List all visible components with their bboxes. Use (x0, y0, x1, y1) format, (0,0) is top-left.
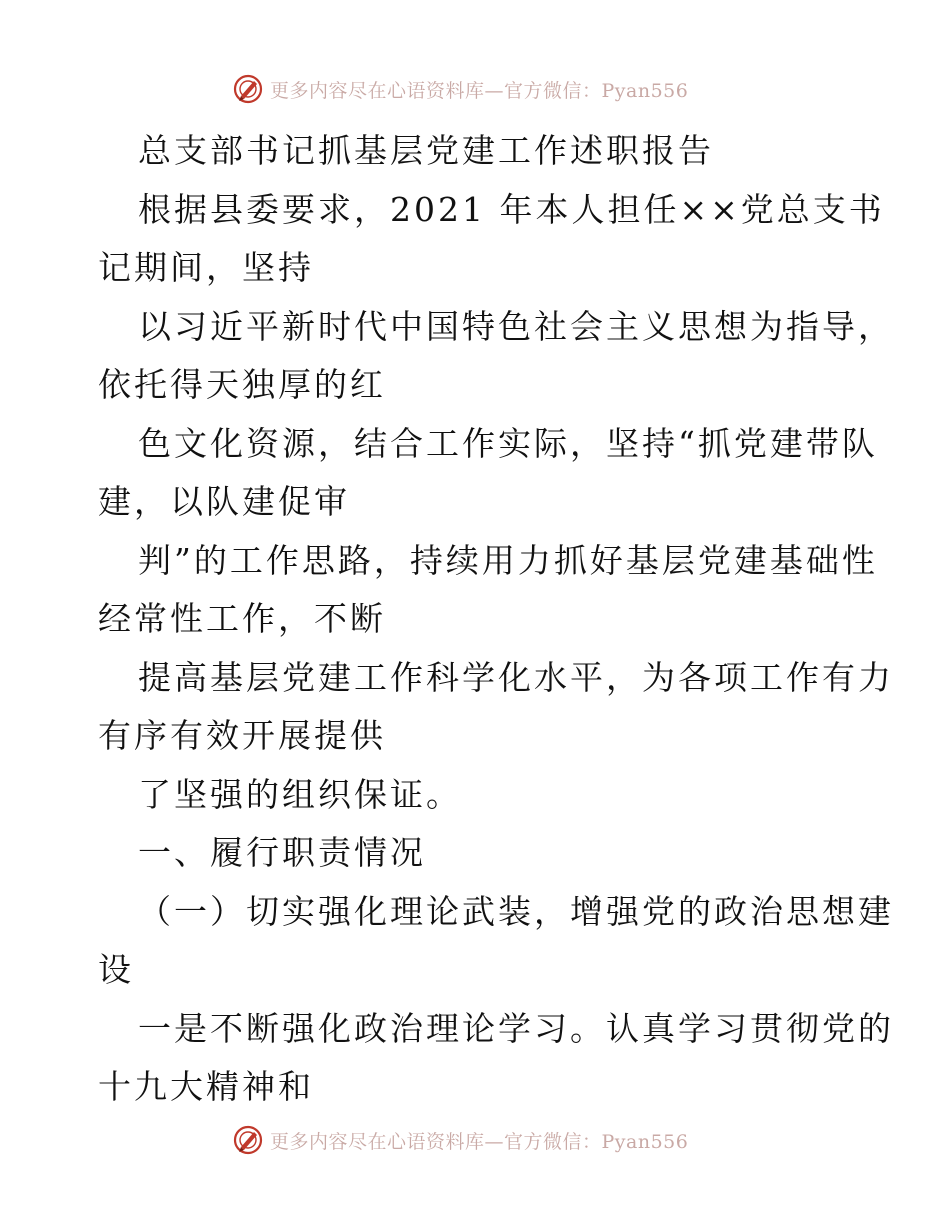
pen-logo-icon (232, 73, 264, 105)
document-line: 经常性工作，不断 (98, 599, 386, 638)
document-line: 总支部书记抓基层党建工作述职报告 (138, 131, 714, 170)
document-line: 有序有效开展提供 (98, 716, 386, 755)
document-line: 以习近平新时代中国特色社会主义思想为指导， (138, 306, 894, 346)
footer-watermark-text: 更多内容尽在心语资料库—官方微信：Pyan556 (270, 1130, 689, 1153)
document-line: 一、履行职责情况 (138, 833, 426, 872)
document-line: 一是不断强化政治理论学习。认真学习贯彻党的 (138, 1008, 894, 1048)
document-line: 提高基层党建工作科学化水平，为各项工作有力 (138, 657, 894, 697)
footer-watermark (232, 1123, 712, 1157)
document-line: 建，以队建促审 (98, 482, 350, 521)
header-watermark-text: 更多内容尽在心语资料库—官方微信：Pyan556 (270, 79, 689, 102)
document-line: 记期间，坚持 (98, 248, 314, 287)
document-line: 判”的工作思路，持续用力抓好基层党建基础性 (138, 540, 878, 580)
document-line: 了坚强的组织保证。 (138, 774, 462, 814)
document-line: 依托得天独厚的红 (98, 365, 386, 404)
pen-logo-icon (232, 1124, 264, 1156)
document-line: （一）切实强化理论武装，增强党的政治思想建 (138, 891, 894, 931)
header-watermark (232, 72, 712, 106)
document-line: 十九大精神和 (98, 1067, 314, 1106)
document-line: 根据县委要求，2021 年本人担任××党总支书 (138, 189, 885, 229)
document-line: 色文化资源，结合工作实际，坚持“抓党建带队 (138, 423, 878, 463)
document-line: 设 (98, 950, 134, 989)
